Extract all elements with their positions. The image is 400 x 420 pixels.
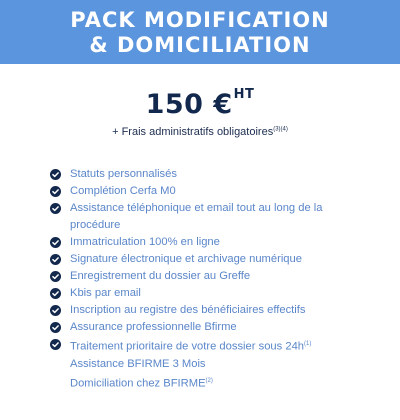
feature-text: Signature électronique et archivage numérique <box>70 253 302 265</box>
feature-text: Complétion Cerfa M0 <box>70 185 176 197</box>
check-circle-icon <box>50 322 61 333</box>
pricing-header <box>0 0 400 64</box>
feature-item <box>50 336 370 356</box>
fees-footnote: (3)(4) <box>273 126 288 133</box>
feature-item <box>50 251 370 268</box>
feature-list <box>0 166 400 392</box>
feature-item <box>50 302 370 319</box>
check-circle-icon <box>50 169 61 180</box>
feature-text: Assistance BFIRME 3 Mois <box>70 357 206 370</box>
feature-text: Statuts personnalisés <box>70 168 177 180</box>
feature-item <box>50 319 370 336</box>
feature-text: Assistance téléphonique et email tout au long de la procédure <box>70 202 323 231</box>
check-circle-icon <box>50 339 61 350</box>
check-circle-icon <box>50 237 61 248</box>
price <box>146 89 255 120</box>
feature-item <box>50 166 370 183</box>
feature-item <box>50 268 370 285</box>
check-circle-icon <box>50 186 61 197</box>
check-circle-icon <box>50 271 61 282</box>
feature-item <box>50 200 370 234</box>
feature-footnote: (2) <box>205 377 213 384</box>
feature-item <box>50 356 370 373</box>
feature-text: Enregistrement du dossier au Greffe <box>70 270 251 282</box>
feature-item <box>50 234 370 251</box>
header-title-line-1: PACK MODIFICATION <box>70 8 330 32</box>
check-circle-icon <box>50 254 61 265</box>
feature-footnote: (1) <box>304 341 312 347</box>
check-circle-icon <box>50 288 61 299</box>
feature-text: Inscription au registre des bénéficiaires effectifs <box>70 304 306 316</box>
price-amount: 150 € <box>145 89 233 120</box>
check-circle-icon <box>50 203 61 214</box>
feature-item <box>50 373 370 393</box>
feature-text: Kbis par email <box>70 287 141 299</box>
feature-text: Assurance professionnelle Bfirme <box>70 321 237 333</box>
feature-text: Traitement prioritaire de votre dossier sous 24h <box>70 340 305 353</box>
feature-item <box>50 285 370 302</box>
fees-text: + Frais administratifs obligatoires <box>112 126 274 138</box>
feature-text: Domiciliation chez BFIRME <box>70 377 206 390</box>
header-title-line-2: & DOMICILIATION <box>89 33 311 57</box>
price-block <box>0 89 400 138</box>
check-circle-icon <box>50 305 61 316</box>
price-suffix: HT <box>233 87 255 102</box>
fees-note <box>0 126 400 138</box>
feature-text: Immatriculation 100% en ligne <box>70 236 220 248</box>
feature-item <box>50 183 370 200</box>
